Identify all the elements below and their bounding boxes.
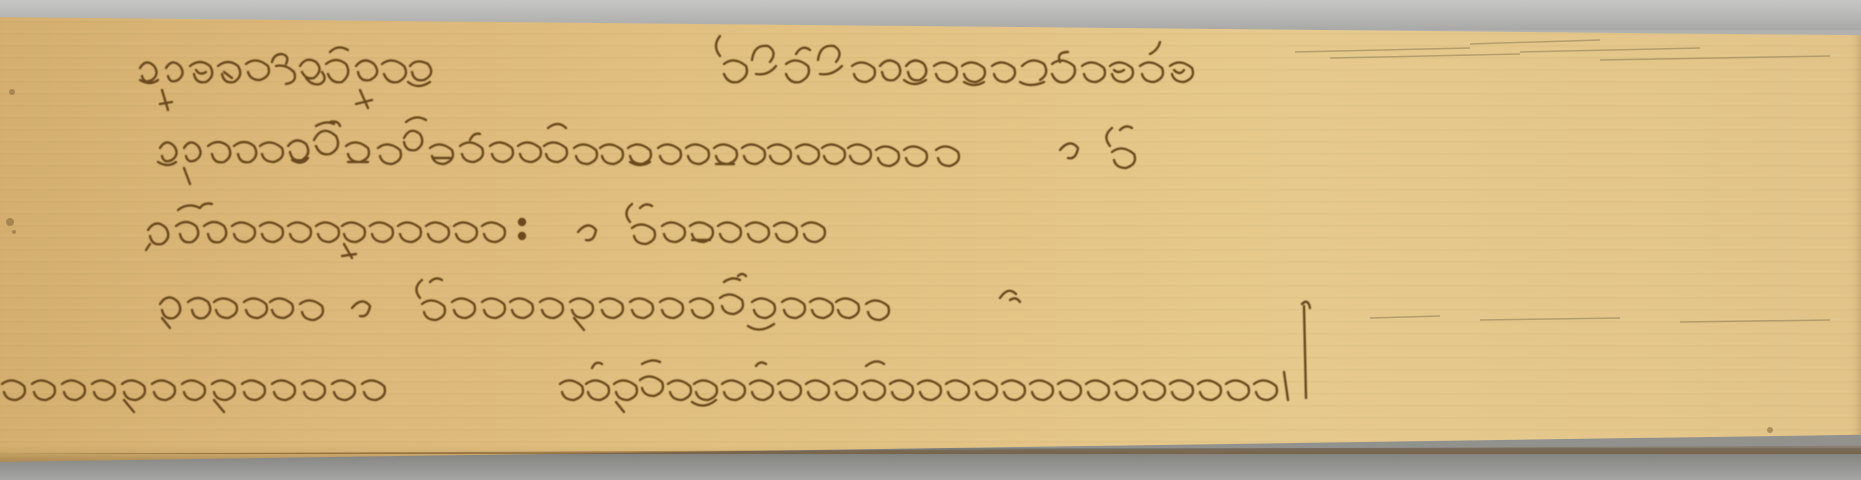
leaf-tear-marks: [6, 89, 1773, 433]
incised-line-5: [2, 360, 1288, 412]
incised-line-2: [158, 117, 1135, 184]
ruling-scratches: [1295, 40, 1830, 322]
incised-line-1: [140, 36, 1193, 110]
incised-line-4: [160, 274, 1310, 398]
incised-line-3: [146, 204, 825, 259]
